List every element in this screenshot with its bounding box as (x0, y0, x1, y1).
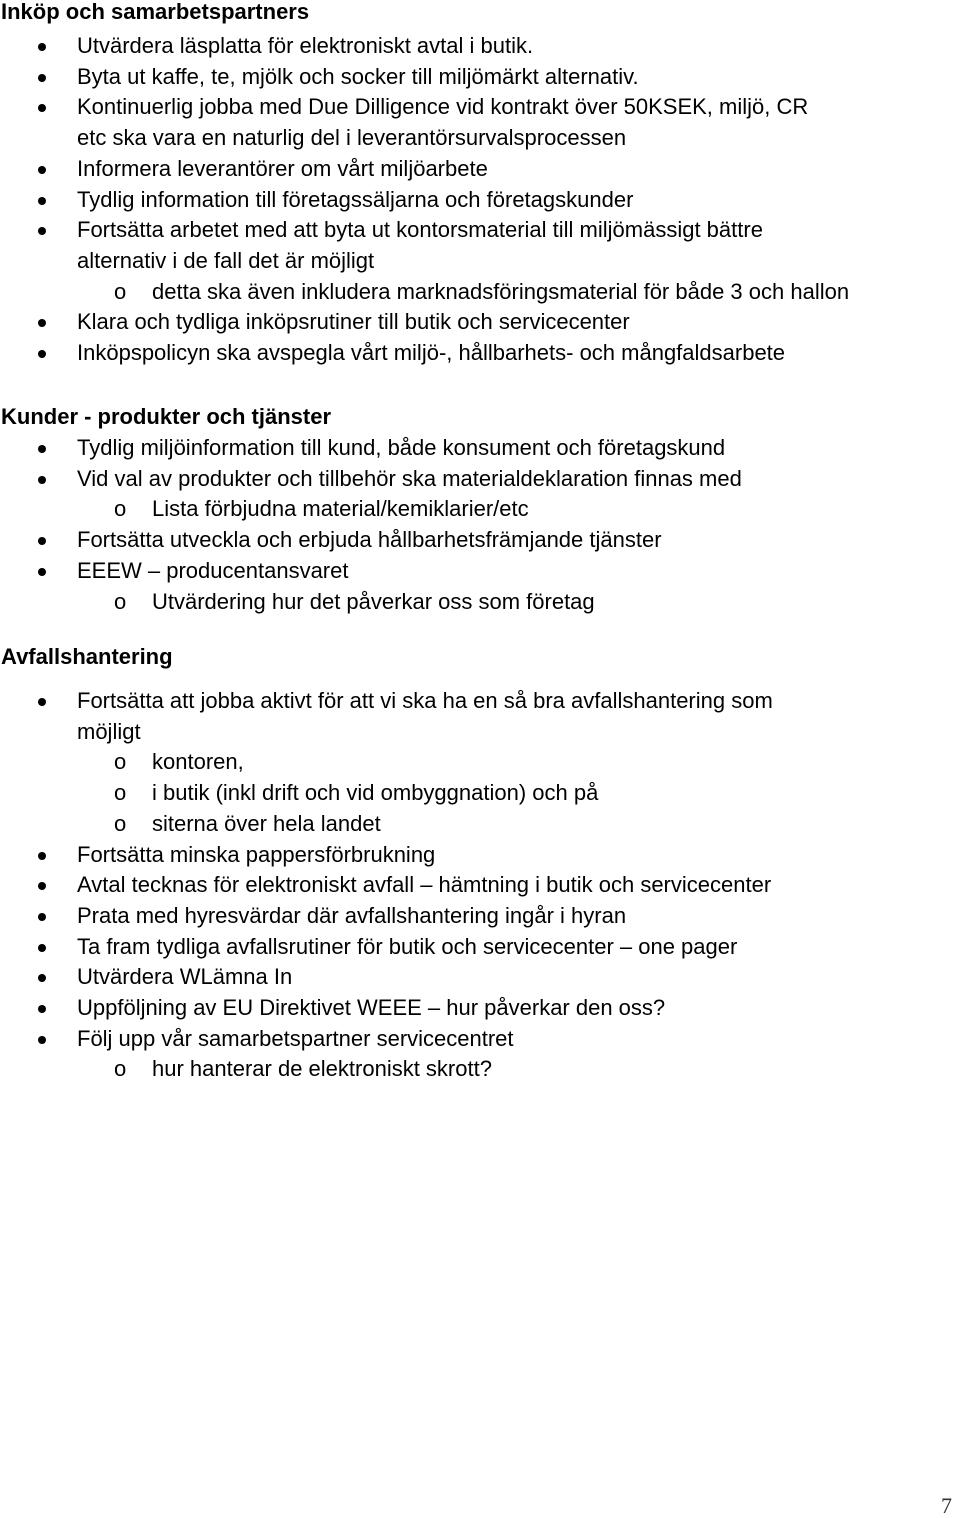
list-item-text: Kontinuerlig jobba med Due Dilligence vid kontrakt över 50KSEK, miljö, CR (77, 94, 809, 120)
bullet-icon (38, 698, 46, 706)
list-item-text: Fortsätta utveckla och erbjuda hållbarhetsfrämjande tjänster (77, 527, 662, 553)
sub-bullet-marker: o (114, 780, 127, 806)
list-item-text: möjligt (77, 718, 141, 744)
bullet-icon (38, 476, 46, 484)
bullet-icon (38, 227, 46, 235)
list-item-text: Fortsätta minska pappersförbrukning (77, 841, 436, 867)
bullet-icon (38, 197, 46, 205)
page-number: 7 (941, 1493, 952, 1518)
bullet-icon (38, 974, 46, 982)
list-item-text: Avtal tecknas för elektroniskt avfall – hämtning i butik och servicecenter (77, 872, 772, 898)
section-heading-kunder-produkter-och-tj-nster: Kunder - produkter och tjänster (1, 404, 332, 429)
list-item-text: Prata med hyresvärdar där avfallshantering ingår i hyran (77, 902, 627, 928)
bullet-icon (38, 944, 46, 952)
sub-bullet-marker: o (114, 278, 127, 304)
list-item-text: Inköpspolicyn ska avspegla vårt miljö-, hållbarhets- och mångfaldsarbete (77, 340, 786, 365)
list-item-text: Ta fram tydliga avfallsrutiner för butik och servicecenter – one pager (77, 933, 738, 959)
list-item-text: Utvärdera läsplatta för elektroniskt avtal i butik. (77, 33, 534, 58)
list-item-text: Byta ut kaffe, te, mjölk och socker till miljömärkt alternativ. (77, 63, 639, 89)
bullet-icon (38, 350, 46, 358)
bullet-icon (38, 1036, 46, 1044)
list-item-text: Vid val av produkter och tillbehör ska materialdeklaration finnas med (77, 465, 742, 491)
sub-bullet-marker: o (114, 496, 127, 522)
list-item-text: alternativ i de fall det är möjligt (77, 247, 375, 273)
list-item-text: Fortsätta att jobba aktivt för att vi ska ha en så bra avfallshantering som (77, 688, 773, 713)
list-item-text: Uppföljning av EU Direktivet WEEE – hur påverkar den oss? (77, 995, 666, 1020)
bullet-icon (38, 104, 46, 112)
bullet-icon (38, 882, 46, 890)
sub-list-item-text: hur hanterar de elektroniskt skrott? (152, 1056, 492, 1082)
sub-list-item-text: detta ska även inkludera marknadsföringsmaterial för både 3 och hallon (152, 278, 850, 304)
sub-bullet-marker: o (114, 810, 127, 836)
sub-list-item-text: siterna över hela landet (152, 810, 381, 836)
list-item-text: Utvärdera WLämna In (77, 964, 293, 990)
sub-bullet-marker: o (114, 1056, 127, 1082)
bullet-icon (38, 568, 46, 576)
bullet-icon (38, 852, 46, 860)
sub-list-item-text: i butik (inkl drift och vid ombyggnation) och på (152, 780, 599, 806)
list-item-text: Tydlig information till företagssäljarna och företagskunder (77, 186, 634, 212)
bullet-icon (38, 43, 46, 51)
sub-bullet-marker: o (114, 749, 127, 775)
list-item-text: EEEW – producentansvaret (77, 557, 349, 583)
bullet-icon (38, 319, 46, 327)
list-item-text: Följ upp vår samarbetspartner servicecentret (77, 1025, 514, 1051)
bullet-icon (38, 913, 46, 921)
sub-list-item-text: kontoren, (152, 749, 244, 775)
sub-list-item-text: Utvärdering hur det påverkar oss som företag (152, 588, 595, 614)
list-item-text: Fortsätta arbetet med att byta ut kontorsmaterial till miljömässigt bättre (77, 217, 763, 243)
section-heading-avfallshantering: Avfallshantering (1, 644, 173, 669)
bullet-icon (38, 537, 46, 545)
sub-bullet-marker: o (114, 588, 127, 614)
section-heading-ink-p-och-samarbetspartners: Inköp och samarbetspartners (1, 0, 310, 24)
sub-list-item-text: Lista förbjudna material/kemiklarier/etc (152, 496, 529, 522)
list-item-text: Klara och tydliga inköpsrutiner till butik och servicecenter (77, 309, 630, 335)
bullet-icon (38, 1005, 46, 1013)
bullet-icon (38, 74, 46, 82)
list-item-text: etc ska vara en naturlig del i leverantörsurvalsprocessen (77, 125, 627, 151)
list-item-text: Tydlig miljöinformation till kund, både konsument och företagskund (77, 435, 726, 460)
bullet-icon (38, 445, 46, 453)
bullet-icon (38, 166, 46, 174)
list-item-text: Informera leverantörer om vårt miljöarbete (77, 155, 488, 181)
